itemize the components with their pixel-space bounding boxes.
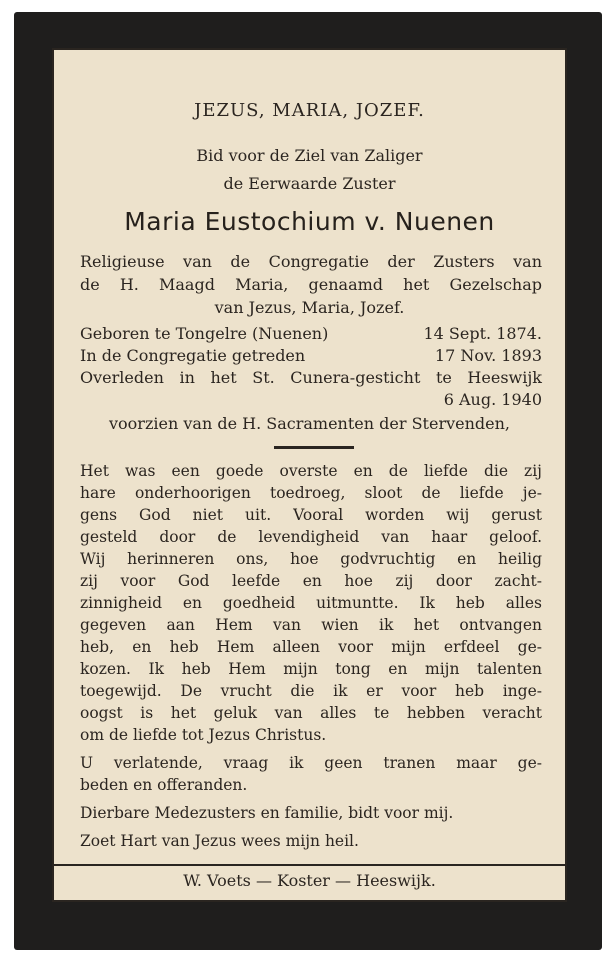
birth-row <box>80 324 542 343</box>
entry-label: In de Congregatie getreden <box>80 346 306 365</box>
body-line: zinnigheid en goedheid uitmuntte. Ik heb alles <box>80 594 542 612</box>
entry-date: 17 Nov. 1893 <box>434 346 542 365</box>
congregation-line: Religieuse van de Congregatie der Zusters van <box>80 252 542 271</box>
congregation-line: van Jezus, Maria, Jozef. <box>214 298 405 317</box>
body-line: gegeven aan Hem van wien ik het ontvangen <box>80 616 542 634</box>
body-line: Wij herinneren ons, hoe godvruchtig en heilig <box>80 550 542 568</box>
body-line: gesteld door de levendigheid van haar geloof. <box>80 528 542 546</box>
prayer-line-2: de Eerwaarde Zuster <box>223 174 396 193</box>
birth-date: 14 Sept. 1874. <box>423 324 542 343</box>
heading: JEZUS, MARIA, JOZEF. <box>194 100 425 121</box>
body-line: hare onderhoorigen toedroeg, sloot de liefde je- <box>80 484 542 502</box>
body-line: heb, en heb Hem alleen voor mijn erfdeel ge- <box>80 638 542 656</box>
deceased-name: Maria Eustochium v. Nuenen <box>124 207 495 236</box>
memorial-card <box>14 12 602 950</box>
body-line: om de liefde tot Jezus Christus. <box>80 726 327 744</box>
birth-label: Geboren te Tongelre (Nuenen) <box>80 324 329 343</box>
body-line: U verlatende, vraag ik geen tranen maar ge- <box>80 754 542 772</box>
body-line: Het was een goede overste en de liefde die zij <box>80 462 542 480</box>
printer-line: W. Voets — Koster — Heeswijk. <box>183 871 436 890</box>
death-place: Overleden in het St. Cunera-gesticht te Heeswijk <box>80 368 542 387</box>
congregation-line: de H. Maagd Maria, genaamd het Gezelschap <box>80 275 542 294</box>
card-paper <box>52 48 567 902</box>
body-line: oogst is het geluk van alles te hebben veracht <box>80 704 542 722</box>
footer-divider <box>54 864 565 866</box>
body-paragraph-3: Dierbare Medezusters en familie, bidt voor mij. <box>80 804 454 822</box>
prayer-line-1: Bid voor de Ziel van Zaliger <box>196 146 423 165</box>
body-line: kozen. Ik heb Hem mijn tong en mijn talenten <box>80 660 542 678</box>
body-paragraph-4: Zoet Hart van Jezus wees mijn heil. <box>80 832 359 850</box>
body-line: beden en offeranden. <box>80 776 248 794</box>
body-line: toegewijd. De vrucht die ik er voor heb inge- <box>80 682 542 700</box>
body-line: gens God niet uit. Vooral worden wij gerust <box>80 506 542 524</box>
body-line: zij voor God leefde en hoe zij door zacht- <box>80 572 542 590</box>
death-date: 6 Aug. 1940 <box>443 390 542 409</box>
entry-row <box>80 346 542 365</box>
divider <box>274 446 354 449</box>
sacraments-line: voorzien van de H. Sacramenten der Stervenden, <box>109 414 510 433</box>
